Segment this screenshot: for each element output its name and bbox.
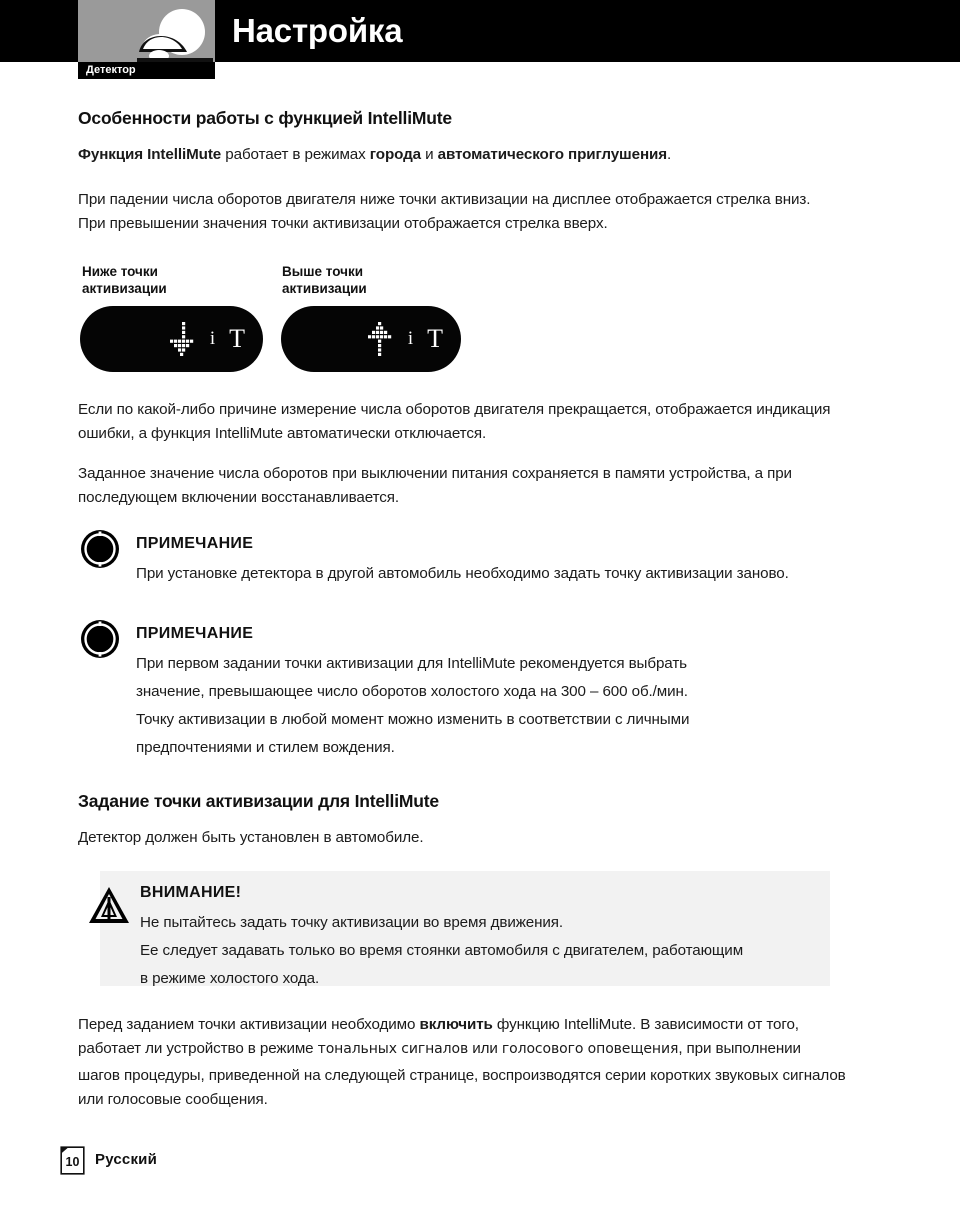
page-title: Настройка <box>232 12 403 49</box>
display-glyph-i-below: i <box>209 328 216 349</box>
warning-line-1: Не пытайтесь задать точку активизации во время движения. <box>140 914 564 931</box>
paragraph-detector-installed: Детектор должен быть установлен в автомобиле. <box>78 829 424 846</box>
header-section-tab-label: Детектор <box>86 64 136 76</box>
paragraph-enable-intellimute-line2 <box>78 1037 801 1061</box>
note-2-line-3: Точку активизации в любой момент можно изменить в соответствии с личными <box>136 711 690 728</box>
display-caption-below-line2: активизации <box>82 281 167 296</box>
intro-bold-2: города <box>369 146 422 163</box>
footer-page-number: 10 <box>65 1155 80 1169</box>
para5-part1: Перед заданием точки активизации необходимо <box>78 1016 420 1033</box>
para5-mode-tones: тональных сигналов <box>317 1041 469 1057</box>
intro-bold-3: автоматического приглушения <box>437 146 668 163</box>
intro-plain-3: . <box>667 146 672 163</box>
para5-part2: функцию IntelliMute. В зависимости от того, <box>492 1016 799 1033</box>
header-logo-box <box>78 0 215 62</box>
warning-title: ВНИМАНИЕ! <box>140 884 242 901</box>
note-1-line-1: При установке детектора в другой автомобиль необходимо задать точку активизации заново. <box>136 565 789 582</box>
display-caption-above-line2: активизации <box>282 281 367 296</box>
display-screen-above-glyphs <box>368 306 443 372</box>
display-caption-below <box>82 263 167 297</box>
display-glyph-i-above: i <box>407 328 414 349</box>
note-circle-icon <box>80 529 120 569</box>
paragraph-arrow-explanation-line1: При падении числа оборотов двигателя ниже точки активизации на дисплее отображается стрелка вниз. <box>78 191 811 208</box>
header-section-tab <box>78 62 215 79</box>
display-screen-below-activation <box>80 306 263 372</box>
display-caption-below-line1: Ниже точки <box>82 264 158 279</box>
para5-mode-voice: голосового оповещения <box>501 1041 679 1057</box>
paragraph-enable-intellimute-line3: шагов процедуры, приведенной на следующей странице, воспроизводятся серии коротких звуковых сигналов <box>78 1067 846 1084</box>
paragraph-memory-line1: Заданное значение числа оборотов при выключении питания сохраняется в памяти устройства, а при <box>78 465 792 482</box>
note-2-line-4: предпочтениями и стилем вождения. <box>136 739 395 756</box>
heading-set-activation-point: Задание точки активизации для IntelliMute <box>78 791 439 811</box>
display-caption-above <box>282 263 367 297</box>
paragraph-enable-intellimute-line1 <box>78 1013 878 1037</box>
para5-line2-b: или <box>468 1040 502 1057</box>
footer-language: Русский <box>95 1151 158 1168</box>
warning-triangle-icon <box>88 885 130 927</box>
page-header <box>0 0 960 62</box>
display-glyph-t-below: T <box>229 324 245 353</box>
paragraph-arrow-explanation-line2: При превышении значения точки активизации отображается стрелка вверх. <box>78 215 608 232</box>
display-screen-below-glyphs <box>170 306 245 372</box>
warning-line-2: Ее следует задавать только во время стоянки автомобиля с двигателем, работающим <box>140 942 744 959</box>
intro-paragraph <box>78 143 878 167</box>
note-2-line-1: При первом задании точки активизации для IntelliMute рекомендуется выбрать <box>136 655 687 672</box>
para5-line2-a: работает ли устройство в режиме <box>78 1040 318 1057</box>
down-arrow-dot-matrix-icon <box>170 322 196 356</box>
para5-line2-c: , при выполнении <box>678 1040 801 1057</box>
paragraph-error-indication-line1: Если по какой-либо причине измерение числа оборотов двигателя прекращается, отображается индикация <box>78 401 831 418</box>
intro-plain-2: и <box>421 146 438 163</box>
paragraph-memory-line2: последующем включении восстанавливается. <box>78 489 400 506</box>
intro-bold-1: Функция IntelliMute <box>78 146 222 163</box>
note-2-title: ПРИМЕЧАНИЕ <box>136 625 254 642</box>
paragraph-error-indication-line2: ошибки, а функция IntelliMute автоматически отключается. <box>78 425 487 442</box>
heading-intellimute-features: Особенности работы с функцией IntelliMute <box>78 108 452 128</box>
note-1-title: ПРИМЕЧАНИЕ <box>136 535 254 552</box>
para5-bold: включить <box>419 1016 493 1033</box>
paragraph-enable-intellimute-line4: или голосовые сообщения. <box>78 1091 268 1108</box>
display-caption-above-line1: Выше точки <box>282 264 364 279</box>
detector-device-icon <box>137 6 213 62</box>
intro-plain-1: работает в режимах <box>221 146 370 163</box>
note-circle-icon <box>80 619 120 659</box>
note-2-line-2: значение, превышающее число оборотов холостого хода на 300 – 600 об./мин. <box>136 683 688 700</box>
warning-line-3: в режиме холостого хода. <box>140 970 320 987</box>
up-arrow-dot-matrix-icon <box>368 322 394 356</box>
display-glyph-t-above: T <box>427 324 443 353</box>
display-screen-above-activation <box>281 306 461 372</box>
